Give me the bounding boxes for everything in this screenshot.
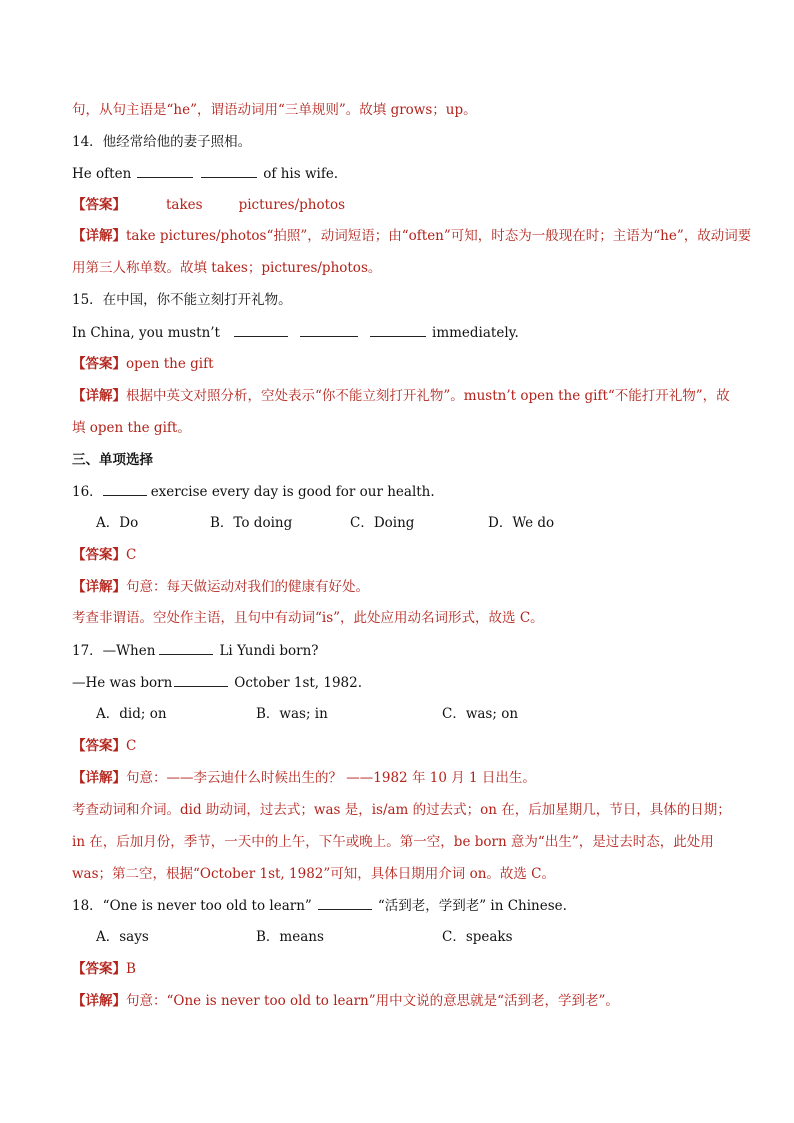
- q17-text-b: Li Yundi born?: [219, 643, 319, 659]
- detail-label: 【详解】: [72, 993, 126, 1009]
- q18-options: [96, 927, 513, 947]
- q16-option-d[interactable]: D．We do: [488, 515, 555, 531]
- q15-detail-text-1: 根据中英文对照分析，空处表示“你不能立刻打开礼物”。mustn’t open the gift“不能打开礼物”，故: [126, 388, 730, 404]
- q15-english-end: immediately.: [432, 325, 519, 341]
- q14-detail: [72, 226, 751, 246]
- q14-english-start: He often: [72, 166, 132, 182]
- q17-detail-text-1: 句意：——李云迪什么时候出生的？ ——1982 年 10 月 1 日出生。: [126, 770, 536, 786]
- q14-english-end: of his wife.: [263, 166, 339, 182]
- q16-option-c[interactable]: C．Doing: [350, 515, 415, 531]
- answer-label: 【答案】: [72, 738, 126, 754]
- detail-label: 【详解】: [72, 770, 126, 786]
- q18-detail-text-1: 句意：“One is never too old to learn”用中文说的意思就是“活到老，学到老”。: [126, 993, 619, 1009]
- q17-line-1: [72, 640, 319, 661]
- q14-answer-1: takes: [166, 197, 203, 213]
- q16-detail-text-1: 句意：每天做运动对我们的健康有好处。: [126, 579, 369, 595]
- q17-line-2: [72, 672, 362, 693]
- q17-detail: [72, 768, 536, 788]
- q14-answer-2: pictures/photos: [238, 197, 346, 213]
- q17-options: [96, 704, 518, 724]
- q16-blank: [103, 481, 147, 496]
- q17-text-a: 17．—When: [72, 643, 156, 659]
- q18-option-a[interactable]: A．says: [96, 929, 149, 945]
- q18-answer: [72, 959, 136, 979]
- q17-option-c[interactable]: C．was; on: [442, 706, 519, 722]
- q17-detail-text-3: in 在，后加月份，季节，一天中的上午，下午或晚上。第一空，be born 意为“出生”，是过去时态，此处用: [72, 834, 714, 850]
- q16-detail: [72, 577, 369, 597]
- q15-answer-text: open the gift: [126, 356, 214, 372]
- q18-option-c[interactable]: C．speaks: [442, 929, 513, 945]
- q14-detail-text-1: take pictures/photos“拍照”，动词短语；由“often”可知，时态为一般现在时；主语为“he”，故动词要: [126, 228, 752, 244]
- q15-blank-1: [234, 322, 288, 337]
- q17-text-c: —He was born: [72, 675, 173, 691]
- q16-number: 16．: [72, 484, 103, 500]
- q16-detail-text-2: 考查非谓语。空处作主语，且句中有动词“is”，此处应用动名词形式，故选 C。: [72, 610, 544, 626]
- q16-text: exercise every day is good for our health.: [150, 484, 435, 500]
- detail-label: 【详解】: [72, 388, 126, 404]
- q15-question: 15．在中国，你不能立刻打开礼物。: [72, 292, 292, 308]
- q16-answer-text: C: [126, 547, 137, 563]
- q14-blank-2: [201, 163, 257, 178]
- q14-english: [72, 163, 338, 184]
- q18-option-b[interactable]: B．means: [256, 929, 324, 945]
- q16-question: [72, 481, 435, 502]
- q16-answer: [72, 545, 136, 565]
- q17-answer-text: C: [126, 738, 137, 754]
- q18-text-a: 18．“One is never too old to learn”: [72, 898, 312, 914]
- q15-blank-3: [370, 322, 426, 337]
- q15-blank-2: [300, 322, 358, 337]
- q18-detail: [72, 991, 619, 1011]
- q17-detail-text-2: 考查动词和介词。did 助动词，过去式；was 是，is/am 的过去式；on 在，后加星期几，节日，具体的日期；: [72, 802, 731, 818]
- q16-option-a[interactable]: A．Do: [96, 515, 139, 531]
- detail-label: 【详解】: [72, 228, 126, 244]
- answer-label: 【答案】: [72, 547, 126, 563]
- q15-detail: [72, 386, 730, 406]
- q14-detail-text-2: 用第三人称单数。故填 takes；pictures/photos。: [72, 260, 382, 276]
- q14-answer: [72, 195, 345, 215]
- q16-options: [96, 513, 554, 533]
- detail-label: 【详解】: [72, 579, 126, 595]
- q18-text-b: “活到老，学到老” in Chinese.: [377, 898, 567, 914]
- q17-option-b[interactable]: B．was; in: [256, 706, 328, 722]
- q17-answer: [72, 736, 136, 756]
- q15-answer: [72, 354, 214, 374]
- q17-blank-2: [174, 672, 228, 687]
- q18-blank: [318, 895, 372, 910]
- q16-option-b[interactable]: B．To doing: [210, 515, 293, 531]
- q15-english: [72, 322, 519, 343]
- q17-detail-text-4: was；第二空，根据“October 1st, 1982”可知，具体日期用介词 on。故选 C。: [72, 866, 556, 882]
- answer-label: 【答案】: [72, 961, 126, 977]
- q17-blank-1: [159, 640, 213, 655]
- q17-option-a[interactable]: A．did; on: [96, 706, 167, 722]
- prev-explanation-tail: 句，从句主语是“he”，谓语动词用“三单规则”。故填 grows；up。: [72, 102, 477, 118]
- q15-detail-text-2: 填 open the gift。: [72, 420, 191, 436]
- q18-answer-text: B: [126, 961, 136, 977]
- q18-question: [72, 895, 567, 916]
- q15-english-start: In China, you mustn’t: [72, 325, 220, 341]
- answer-label: 【答案】: [72, 197, 126, 213]
- q14-blank-1: [137, 163, 193, 178]
- section-heading: 三、单项选择: [72, 452, 153, 468]
- answer-label: 【答案】: [72, 356, 126, 372]
- q14-question: 14．他经常给他的妻子照相。: [72, 134, 252, 150]
- q17-text-d: October 1st, 1982.: [234, 675, 363, 691]
